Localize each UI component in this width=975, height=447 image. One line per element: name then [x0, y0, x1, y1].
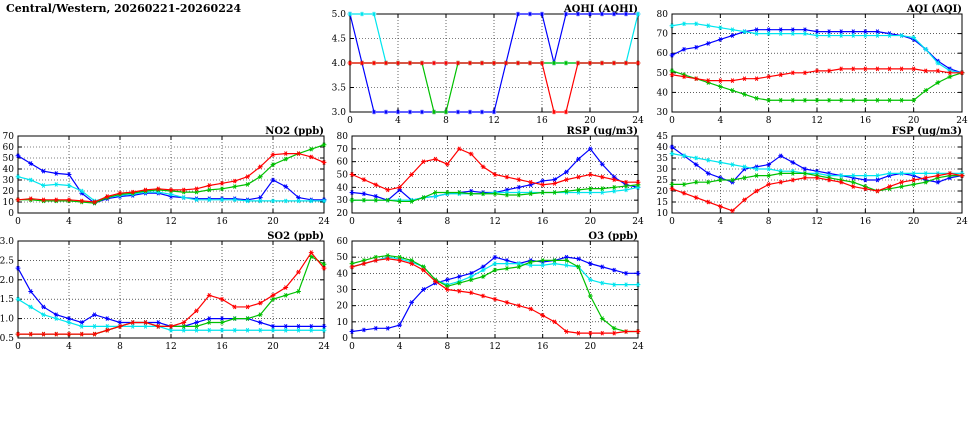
y-tick-label: 20 [656, 187, 668, 197]
chart-title-aqhi: AQHI (AQHI) [563, 4, 638, 15]
chart-rsp [320, 124, 644, 229]
x-tick-label: 4 [66, 342, 72, 352]
y-tick-label: 70 [656, 29, 668, 40]
y-tick-label: 30 [656, 165, 668, 175]
x-tick-label: 4 [66, 217, 72, 227]
x-tick-label: 8 [443, 116, 449, 126]
chart-title-no2: NO2 (ppb) [265, 126, 324, 137]
y-tick-label: 35 [656, 154, 668, 164]
chart-panel-rsp [320, 124, 644, 229]
series-markers-blue [350, 255, 641, 334]
series-markers-red [16, 251, 327, 337]
chart-panel-no2 [0, 124, 330, 229]
x-tick-label: 8 [117, 217, 123, 227]
chart-title-rsp: RSP (ug/m3) [566, 126, 638, 137]
chart-aqi [640, 2, 968, 128]
x-tick-label: 12 [488, 116, 500, 126]
y-tick-label: 30 [2, 176, 14, 186]
y-tick-label: 3.5 [331, 83, 346, 94]
x-tick-label: 4 [717, 217, 724, 227]
x-tick-label: 12 [165, 342, 177, 352]
y-tick-label: 50 [656, 68, 668, 79]
x-tick-label: 24 [632, 217, 644, 227]
y-tick-label: 50 [336, 170, 348, 181]
x-tick-label: 4 [396, 342, 403, 352]
y-tick-label: 40 [336, 269, 348, 280]
x-tick-label: 12 [489, 217, 501, 227]
x-tick-label: 0 [349, 217, 355, 227]
chart-so2 [0, 229, 330, 354]
x-tick-label: 0 [15, 342, 21, 352]
x-tick-label: 4 [717, 116, 724, 126]
x-tick-label: 20 [907, 116, 920, 126]
y-tick-label: 3.0 [331, 108, 346, 118]
x-tick-label: 12 [811, 116, 823, 126]
y-tick-label: 2.5 [0, 256, 14, 267]
page-title: Central/Western, 20260221-20260224 [6, 2, 242, 15]
x-tick-label: 20 [584, 217, 597, 227]
y-tick-label: 60 [336, 157, 348, 168]
x-tick-label: 16 [859, 116, 872, 126]
y-tick-label: 30 [336, 285, 348, 296]
chart-title-aqi: AQI (AQI) [906, 4, 962, 15]
x-tick-label: 8 [765, 217, 772, 227]
x-tick-label: 24 [318, 342, 330, 352]
y-tick-label: 4.0 [331, 59, 346, 69]
y-tick-label: 0 [342, 334, 348, 344]
x-tick-label: 16 [536, 217, 549, 227]
chart-title-o3: O3 (ppb) [588, 231, 638, 242]
chart-panel-aqi [640, 2, 968, 128]
y-tick-label: 80 [656, 10, 668, 20]
y-tick-label: 4.5 [331, 34, 346, 45]
y-tick-label: 50 [2, 154, 14, 164]
chart-title-fsp: FSP (ug/m3) [891, 126, 962, 137]
chart-panel-so2 [0, 229, 330, 354]
x-tick-label: 12 [165, 217, 177, 227]
x-tick-label: 0 [15, 217, 21, 227]
y-tick-label: 1.0 [0, 314, 14, 325]
y-tick-label: 45 [656, 132, 668, 142]
x-tick-label: 8 [117, 342, 123, 352]
y-tick-label: 20 [336, 209, 348, 219]
chart-panel-aqhi [318, 2, 644, 128]
x-tick-label: 8 [444, 342, 451, 352]
y-tick-label: 3.0 [0, 237, 14, 247]
x-tick-label: 24 [318, 217, 330, 227]
y-tick-label: 60 [336, 237, 348, 247]
y-tick-label: 30 [656, 108, 668, 118]
x-tick-label: 4 [396, 217, 403, 227]
chart-no2 [0, 124, 330, 229]
y-tick-label: 40 [336, 183, 348, 194]
chart-title-so2: SO2 (ppb) [267, 231, 324, 242]
y-tick-label: 2.0 [0, 275, 14, 286]
y-tick-label: 25 [656, 176, 668, 186]
chart-aqhi [318, 2, 644, 128]
y-tick-label: 5.0 [331, 10, 346, 20]
x-tick-label: 16 [536, 116, 548, 126]
y-tick-label: 0.5 [0, 334, 14, 344]
x-tick-label: 24 [956, 217, 968, 227]
x-tick-label: 0 [669, 116, 675, 126]
y-tick-label: 20 [2, 187, 14, 197]
chart-panel-fsp [640, 124, 968, 229]
chart-panel-o3 [320, 229, 644, 354]
y-tick-label: 80 [336, 132, 348, 142]
x-tick-label: 16 [216, 217, 228, 227]
y-tick-label: 1.5 [0, 295, 14, 306]
y-tick-label: 40 [656, 143, 668, 153]
x-tick-label: 24 [956, 116, 968, 126]
x-tick-label: 4 [395, 116, 401, 126]
x-tick-label: 16 [536, 342, 549, 352]
x-tick-label: 8 [765, 116, 772, 126]
y-tick-label: 10 [336, 317, 348, 328]
x-tick-label: 20 [584, 342, 597, 352]
x-tick-label: 0 [349, 342, 355, 352]
x-tick-label: 12 [811, 217, 823, 227]
x-tick-label: 20 [584, 116, 596, 126]
x-tick-label: 20 [907, 217, 920, 227]
x-tick-label: 16 [216, 342, 228, 352]
x-tick-label: 0 [347, 116, 353, 126]
x-tick-label: 16 [859, 217, 872, 227]
y-tick-label: 30 [336, 196, 348, 207]
x-tick-label: 24 [632, 342, 644, 352]
y-tick-label: 15 [656, 198, 668, 208]
y-tick-label: 20 [336, 301, 348, 312]
y-tick-label: 70 [2, 132, 14, 142]
y-tick-label: 40 [656, 88, 668, 99]
y-tick-label: 10 [2, 198, 14, 208]
chart-o3 [320, 229, 644, 354]
x-tick-label: 8 [444, 217, 451, 227]
series-line-red [18, 253, 324, 334]
y-tick-label: 60 [2, 143, 14, 153]
plot-frame [672, 136, 962, 213]
x-tick-label: 20 [267, 217, 279, 227]
y-tick-label: 10 [656, 209, 668, 219]
series-markers-green [670, 69, 965, 103]
x-tick-label: 0 [669, 217, 675, 227]
x-tick-label: 12 [489, 342, 501, 352]
y-tick-label: 50 [336, 253, 348, 264]
chart-fsp [640, 124, 968, 229]
y-tick-label: 40 [2, 165, 14, 175]
series-line-green [352, 256, 638, 332]
y-tick-label: 0 [8, 209, 14, 219]
y-tick-label: 60 [656, 49, 668, 60]
series-markers-green [670, 171, 965, 193]
x-tick-label: 20 [267, 342, 279, 352]
x-tick-label: 24 [632, 116, 644, 126]
y-tick-label: 70 [336, 144, 348, 155]
